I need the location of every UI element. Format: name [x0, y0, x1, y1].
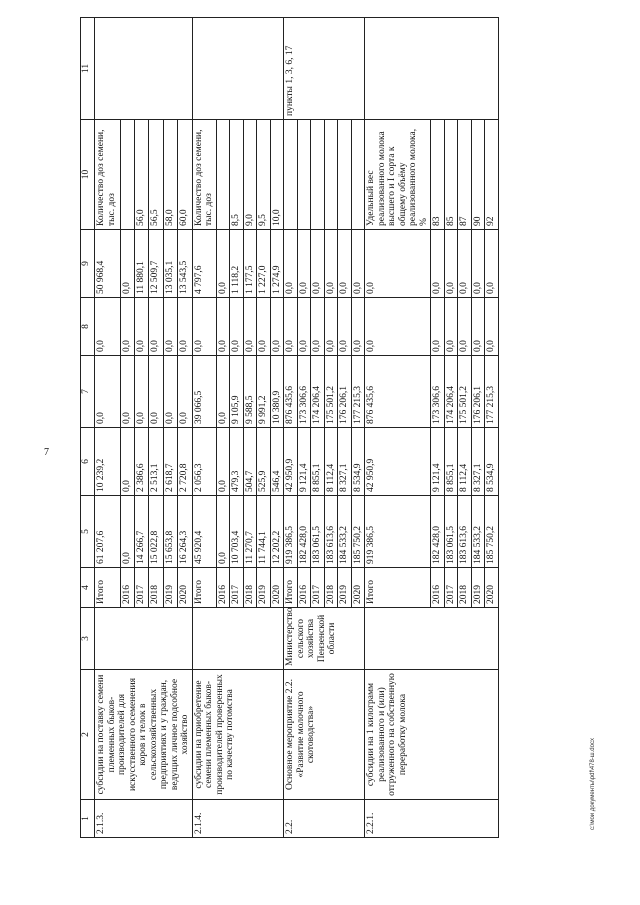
year-cell: 2018 [458, 568, 472, 608]
value-cell-v5: 182 428,0 [297, 496, 311, 568]
value-cell-v9: 0,0 [297, 230, 311, 298]
value-cell-v9: 0,0 [120, 230, 134, 298]
section-code: 2.1.3. [95, 800, 193, 838]
value-cell-v8: 0,0 [149, 298, 163, 356]
total-value-v8: 0,0 [284, 298, 298, 356]
section-code: 2.1.4. [192, 800, 284, 838]
value-cell-v5: 14 266,7 [134, 496, 148, 568]
total-value-v6: 2 056,3 [192, 428, 216, 496]
section-code: 2.2. [284, 800, 365, 838]
section-executor [192, 608, 284, 670]
value-cell-v10: 92 [485, 120, 499, 230]
value-cell-v9: 0,0 [471, 230, 485, 298]
value-cell-v8: 0,0 [297, 298, 311, 356]
value-cell-v5: 183 061,5 [444, 496, 458, 568]
value-cell-v10 [338, 120, 352, 230]
value-cell-v8: 0,0 [230, 298, 244, 356]
rotated-table-container [80, 18, 584, 838]
section-name: субсидии на поставку семени племенных быков-производителей для искусственного осеменения коров и телок в сельскохозяйственных предприятиях и у граждан, ведущих личное подсобное хозяйство [95, 670, 193, 800]
value-cell-v7: 0,0 [120, 356, 134, 428]
total-value-v7: 39 066,5 [192, 356, 216, 428]
value-cell-v5: 11 744,1 [257, 496, 271, 568]
value-cell-v5: 184 533,2 [338, 496, 352, 568]
value-cell-v7: 176 206,1 [338, 356, 352, 428]
value-cell-v5: 10 703,4 [230, 496, 244, 568]
section-executor [95, 608, 193, 670]
value-cell-v9: 11 880,1 [134, 230, 148, 298]
value-cell-v7: 0,0 [178, 356, 192, 428]
year-cell: 2016 [120, 568, 134, 608]
value-cell-v7: 177 215,3 [351, 356, 365, 428]
section-executor: Министерство сельского хозяйства Пензенской области [284, 608, 365, 670]
value-cell-v7: 175 501,2 [324, 356, 338, 428]
value-cell-v7: 9 105,9 [230, 356, 244, 428]
value-cell-v9: 0,0 [216, 230, 230, 298]
value-cell-v10 [297, 120, 311, 230]
value-cell-v10 [351, 120, 365, 230]
value-cell-v6: 2 513,1 [149, 428, 163, 496]
year-cell: 2018 [149, 568, 163, 608]
value-cell-v8: 0,0 [351, 298, 365, 356]
total-value-v5: 45 920,4 [192, 496, 216, 568]
value-cell-v6: 525,9 [257, 428, 271, 496]
section-name: субсидии на приобретение семени племенных быков-производителей проверенных по качеству потомства [192, 670, 284, 800]
total-value-v9: 4 797,6 [192, 230, 216, 298]
section-total-row [192, 18, 216, 838]
value-cell-v7: 9 588,5 [243, 356, 257, 428]
value-cell-v9: 0,0 [338, 230, 352, 298]
section-name: Основное мероприятие 2.2. «Развитие молочного скотоводства» [284, 670, 365, 800]
value-cell-v8: 0,0 [163, 298, 177, 356]
value-cell-v5: 15 022,8 [149, 496, 163, 568]
value-cell-v6: 504,7 [243, 428, 257, 496]
total-value-v7: 876 435,6 [284, 356, 298, 428]
value-cell-v7: 176 206,1 [471, 356, 485, 428]
value-cell-v8: 0,0 [120, 298, 134, 356]
value-cell-v5: 185 750,2 [485, 496, 499, 568]
value-cell-v5: 184 533,2 [471, 496, 485, 568]
year-cell: 2016 [431, 568, 445, 608]
value-cell-v6: 546,4 [270, 428, 284, 496]
value-cell-v10: 56,5 [149, 120, 163, 230]
value-cell-v6: 9 121,4 [431, 428, 445, 496]
total-value-v5: 61 207,6 [95, 496, 121, 568]
total-value-v9: 50 968,4 [95, 230, 121, 298]
year-cell: 2020 [485, 568, 499, 608]
indicator-name: Количество доз семени, тыс. доз [95, 120, 121, 230]
header-cell-3: 3 [81, 608, 95, 670]
value-cell-v7: 9 991,2 [257, 356, 271, 428]
value-cell-v6: 8 855,1 [444, 428, 458, 496]
value-cell-v7: 0,0 [163, 356, 177, 428]
value-cell-v7: 174 206,4 [444, 356, 458, 428]
total-label: Итого [95, 568, 121, 608]
total-value-v6: 42 950,9 [284, 428, 298, 496]
value-cell-v9: 13 543,5 [178, 230, 192, 298]
value-cell-v9: 0,0 [444, 230, 458, 298]
value-cell-v8: 0,0 [458, 298, 472, 356]
value-cell-v6: 8 327,1 [338, 428, 352, 496]
section-executor [365, 608, 499, 670]
year-cell: 2020 [351, 568, 365, 608]
value-cell-v6: 8 534,9 [351, 428, 365, 496]
value-cell-v8: 0,0 [134, 298, 148, 356]
value-cell-v5: 183 061,5 [311, 496, 325, 568]
value-cell-v10: 60,0 [178, 120, 192, 230]
header-cell-4: 4 [81, 568, 95, 608]
year-cell: 2017 [311, 568, 325, 608]
value-cell-v9: 1 274,9 [270, 230, 284, 298]
value-cell-v5: 183 613,6 [324, 496, 338, 568]
value-cell-v8: 0,0 [243, 298, 257, 356]
total-value-v7: 876 435,6 [365, 356, 431, 428]
value-cell-v5: 182 428,0 [431, 496, 445, 568]
indicator-reference [192, 18, 284, 120]
indicator-name [284, 120, 298, 230]
section-total-row [365, 18, 431, 838]
value-cell-v10: 10,0 [270, 120, 284, 230]
value-cell-v8: 0,0 [257, 298, 271, 356]
value-cell-v8: 0,0 [178, 298, 192, 356]
header-cell-1: 1 [81, 800, 95, 838]
value-cell-v7: 175 501,2 [458, 356, 472, 428]
value-cell-v9: 1 177,5 [243, 230, 257, 298]
header-cell-10: 10 [81, 120, 95, 230]
value-cell-v10: 56,0 [134, 120, 148, 230]
indicator-name: Удельный вес реализованного молока высшего и I сорта к общему объёму реализованного молока, % [365, 120, 431, 230]
total-value-v5: 919 386,5 [365, 496, 431, 568]
value-cell-v5: 183 613,6 [458, 496, 472, 568]
value-cell-v9: 0,0 [324, 230, 338, 298]
total-value-v6: 10 239,2 [95, 428, 121, 496]
value-cell-v8: 0,0 [431, 298, 445, 356]
indicator-reference [95, 18, 193, 120]
value-cell-v6: 8 112,4 [324, 428, 338, 496]
header-cell-5: 5 [81, 496, 95, 568]
value-cell-v6: 8 112,4 [458, 428, 472, 496]
value-cell-v6: 2 386,6 [134, 428, 148, 496]
year-cell: 2018 [243, 568, 257, 608]
total-label: Итого [365, 568, 431, 608]
header-row [81, 18, 95, 838]
total-value-v8: 0,0 [192, 298, 216, 356]
value-cell-v10: 58,0 [163, 120, 177, 230]
value-cell-v8: 0,0 [216, 298, 230, 356]
value-cell-v9: 0,0 [485, 230, 499, 298]
value-cell-v6: 0,0 [216, 428, 230, 496]
year-cell: 2016 [216, 568, 230, 608]
indicator-reference [365, 18, 499, 120]
table-body [81, 18, 499, 838]
value-cell-v9: 0,0 [311, 230, 325, 298]
value-cell-v8: 0,0 [324, 298, 338, 356]
header-cell-2: 2 [81, 670, 95, 800]
header-cell-9: 9 [81, 230, 95, 298]
page-number: 7 [44, 447, 49, 458]
indicator-name: Количество доз семени, тыс. доз [192, 120, 216, 230]
year-cell: 2017 [134, 568, 148, 608]
value-cell-v9: 1 227,0 [257, 230, 271, 298]
total-label: Итого [192, 568, 216, 608]
value-cell-v5: 15 653,8 [163, 496, 177, 568]
value-cell-v10 [311, 120, 325, 230]
value-cell-v8: 0,0 [311, 298, 325, 356]
value-cell-v9: 0,0 [351, 230, 365, 298]
total-value-v8: 0,0 [95, 298, 121, 356]
header-cell-6: 6 [81, 428, 95, 496]
value-cell-v7: 173 306,6 [297, 356, 311, 428]
value-cell-v7: 173 306,6 [431, 356, 445, 428]
value-cell-v5: 16 264,3 [178, 496, 192, 568]
value-cell-v8: 0,0 [338, 298, 352, 356]
value-cell-v7: 174 206,4 [311, 356, 325, 428]
value-cell-v10 [216, 120, 230, 230]
section-total-row [284, 18, 298, 838]
value-cell-v6: 479,3 [230, 428, 244, 496]
header-cell-11: 11 [81, 18, 95, 120]
value-cell-v5: 0,0 [216, 496, 230, 568]
value-cell-v6: 2 618,7 [163, 428, 177, 496]
indicator-reference: пункты 1, 3, 6, 17 [284, 18, 365, 120]
value-cell-v7: 177 215,3 [485, 356, 499, 428]
year-cell: 2020 [178, 568, 192, 608]
year-cell: 2020 [270, 568, 284, 608]
value-cell-v5: 0,0 [120, 496, 134, 568]
year-cell: 2019 [338, 568, 352, 608]
header-cell-7: 7 [81, 356, 95, 428]
value-cell-v7: 0,0 [149, 356, 163, 428]
section-total-row [95, 18, 121, 838]
value-cell-v6: 9 121,4 [297, 428, 311, 496]
value-cell-v9: 13 035,1 [163, 230, 177, 298]
total-value-v7: 0,0 [95, 356, 121, 428]
value-cell-v10: 9,0 [243, 120, 257, 230]
value-cell-v9: 0,0 [458, 230, 472, 298]
value-cell-v6: 0,0 [120, 428, 134, 496]
value-cell-v10: 83 [431, 120, 445, 230]
total-label: Итого [284, 568, 298, 608]
value-cell-v9: 1 118,2 [230, 230, 244, 298]
value-cell-v5: 185 750,2 [351, 496, 365, 568]
total-value-v9: 0,0 [284, 230, 298, 298]
total-value-v5: 919 386,5 [284, 496, 298, 568]
year-cell: 2019 [257, 568, 271, 608]
value-cell-v5: 11 270,7 [243, 496, 257, 568]
value-cell-v10 [324, 120, 338, 230]
year-cell: 2017 [230, 568, 244, 608]
value-cell-v6: 2 720,8 [178, 428, 192, 496]
footer-file-path: c:\мои документы\pdf\478-ш.docx [590, 738, 596, 830]
value-cell-v7: 10 380,9 [270, 356, 284, 428]
program-table [80, 17, 499, 838]
value-cell-v5: 12 202,2 [270, 496, 284, 568]
value-cell-v10: 85 [444, 120, 458, 230]
value-cell-v10: 87 [458, 120, 472, 230]
value-cell-v8: 0,0 [471, 298, 485, 356]
value-cell-v6: 8 327,1 [471, 428, 485, 496]
year-cell: 2019 [471, 568, 485, 608]
value-cell-v7: 0,0 [134, 356, 148, 428]
value-cell-v6: 8 855,1 [311, 428, 325, 496]
year-cell: 2018 [324, 568, 338, 608]
year-cell: 2016 [297, 568, 311, 608]
header-cell-8: 8 [81, 298, 95, 356]
total-value-v6: 42 950,9 [365, 428, 431, 496]
value-cell-v7: 0,0 [216, 356, 230, 428]
section-code: 2.2.1. [365, 800, 499, 838]
value-cell-v10 [120, 120, 134, 230]
value-cell-v10: 8,5 [230, 120, 244, 230]
year-cell: 2017 [444, 568, 458, 608]
value-cell-v10: 90 [471, 120, 485, 230]
value-cell-v8: 0,0 [444, 298, 458, 356]
value-cell-v9: 0,0 [431, 230, 445, 298]
total-value-v8: 0,0 [365, 298, 431, 356]
value-cell-v10: 9,5 [257, 120, 271, 230]
section-name: субсидии на 1 килограмм реализованного и (или) отгруженного на собственную переработку молока [365, 670, 499, 800]
value-cell-v8: 0,0 [485, 298, 499, 356]
total-value-v9: 0,0 [365, 230, 431, 298]
year-cell: 2019 [163, 568, 177, 608]
value-cell-v9: 12 509,7 [149, 230, 163, 298]
value-cell-v8: 0,0 [270, 298, 284, 356]
value-cell-v6: 8 534,9 [485, 428, 499, 496]
